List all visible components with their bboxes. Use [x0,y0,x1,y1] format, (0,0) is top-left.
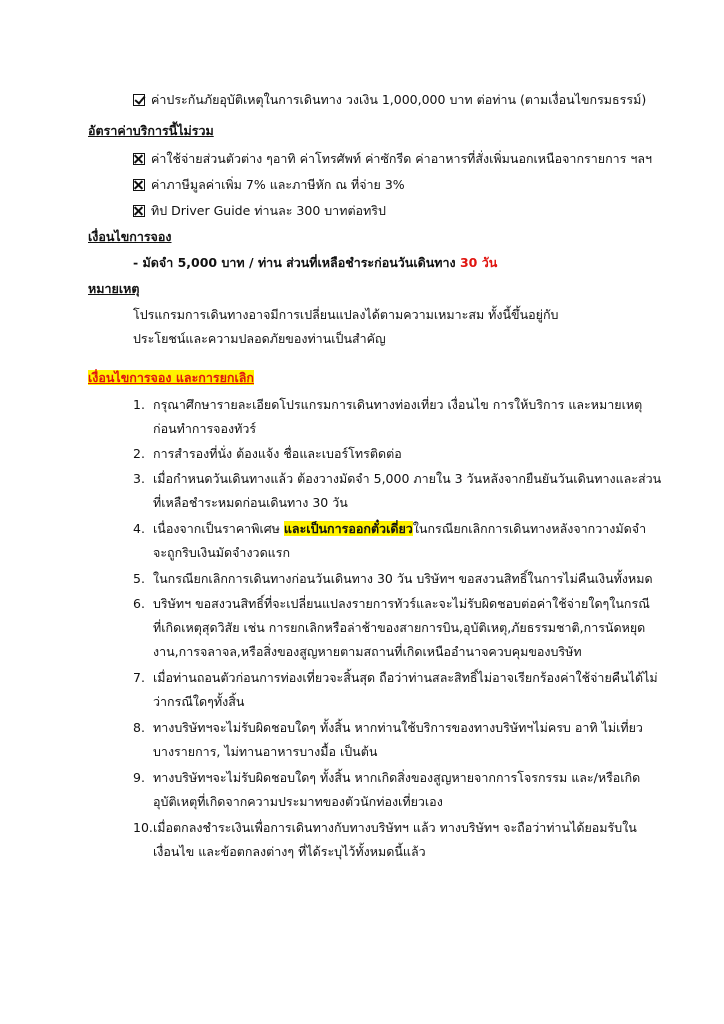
excluded-heading: อัตราค่าบริการนี้ไม่รวม [88,123,214,138]
terms-heading: เงื่อนไขการจอง และการยกเลิก [88,370,254,385]
remarks-line: ประโยชน์และความปลอดภัยของท่านเป็นสำคัญ [133,331,386,346]
checkbox-cross-icon [133,179,145,191]
remarks-heading: หมายเหตุ [88,281,140,296]
checkbox-checked-icon [133,94,145,106]
terms-item-cont: ที่เกิดเหตุสุดวิสัย เช่น การยกเลิกหรือล่าช้าของสายการบิน,อุบัติเหตุ,ภัยธรรมชาติ,การนัดหยุด [153,620,646,635]
terms-item-cont: อุบัติเหตุที่เกิดจากความประมาทของตัวนักท่องเที่ยวเอง [153,794,443,809]
checkbox-cross-icon [133,153,145,165]
document-page: ค่าประกันภัยอุบัติเหตุในการเดินทาง วงเงิน 1,000,000 บาท ต่อท่าน (ตามเงื่อนไขกรมธรรม์) อัตราค่าบริการนี้ไม่รวม ค่าใช้จ่ายส่วนตัวต่าง ๆอาทิ ค่าโทรศัพท์ ค่าซักรีด ค่าอาหารที่สั่งเพิ่มนอกเหนือจากรายการ ฯลฯ ค่าภาษีมูลค่าเพิ่ม 7% และภาษีหัก ณ ที่จ่าย 3% ทิป Driver Guide ท่านละ 300 บาทต่อทริป เงื่อนไขการจอง - มัดจำ 5,000 บาท / ท่าน ส่วนที่เหลือชำระก่อนวันเดินทาง 30 วัน หมายเหตุ โปรแกรมการเดินทางอาจมีการเปลี่ยนแปลงได้ตามความเหมาะสม ทั้งนี้ขึ้นอยู่กับ ประโยชน์และความปลอดภัยของท่านเป็นสำคัญ เงื่อนไขการจอง และการยกเลิก 1. กรุณาศึกษารายละเอียดโปรแกรมการเดินทางท่องเที่ยว เงื่อนไข การให้บริการ และหมายเหตุ ก่อนทำการจองทัวร์ 2. การสำรองที่นั่ง ต้องแจ้ง ชื่อและเบอร์โทรติดต่อ 3. เมื่อกำหนดวันเดินทางแล้ว ต้องวางมัดจำ 5,000 ภายใน 3 วันหลังจากยืนยันวันเดินทางและส่วน ที่เหลือชำระหมดก่อนเดินทาง 30 วัน 4. เนื่องจากเป็นราคาพิเศษ และเป็นการออกตั๋วเดี่ยวในกรณียกเลิกการเดินทางหลังจากวางมัดจำ จะถูกริบเงินมัดจำงวดแรก 5. ในกรณียกเลิกการเดินทางก่อนวันเดินทาง 30 วัน บริษัทฯ ขอสงวนสิทธิ์ในการไม่คืนเงินทั้งหมด 6. บริษัทฯ ขอสงวนสิทธิ์ที่จะเปลี่ยนแปลงรายการทัวร์และจะไม่รับผิดชอบต่อค่าใช้จ่ายใดๆในกรณี ที่เกิดเหตุสุดวิสัย เช่น การยกเลิกหรือล่าช้าของสายการบิน,อุบัติเหตุ,ภัยธรรมชาติ,การนัดหยุด งาน,การจลาจล,หรือสิ่งของสูญหายตามสถานที่เกิดเหนืออำนาจควบคุมของบริษัท 7. เมื่อท่านถอนตัวก่อนการท่องเที่ยวจะสิ้นสุด ถือว่าท่านสละสิทธิ์ไม่อาจเรียกร้องค่าใช้จ่ายคืนได้ไม่ ว่ากรณีใดๆทั้งสิ้น 8. ทางบริษัทฯจะไม่รับผิดชอบใดๆ ทั้งสิ้น หากท่านใช้บริการของทางบริษัทฯไม่ครบ อาทิ ไม่เที่ยว บางรายการ, ไม่ทานอาหารบางมื้อ เป็นต้น 9. ทางบริษัทฯจะไม่รับผิดชอบใดๆ ทั้งสิ้น หากเกิดสิ่งของสูญหายจากการโจรกรรม และ/หรือเกิด อุบัติเหตุที่เกิดจากความประมาทของตัวนักท่องเที่ยวเอง 10. เมื่อตกลงชำระเงินเพื่อการเดินทางกับทางบริษัทฯ แล้ว ทางบริษัทฯ จะถือว่าท่านได้ยอมรับใน เงื่อนไข และข้อตกลงต่างๆ ที่ได้ระบุไว้ทั้งหมดนี้แล้ว [88,92,662,859]
terms-item-cont: ที่เหลือชำระหมดก่อนเดินทาง 30 วัน [153,495,348,510]
booking-heading: เงื่อนไขการจอง [88,229,172,244]
checkbox-cross-icon [133,205,145,217]
terms-item-cont: งาน,การจลาจล,หรือสิ่งของสูญหายตามสถานที่เกิดเหนืออำนาจควบคุมของบริษัท [153,644,582,659]
terms-item-cont: บางรายการ, ไม่ทานอาหารบางมื้อ เป็นต้น [153,744,378,759]
booking-deposit-line: - มัดจำ 5,000 บาท / ท่าน ส่วนที่เหลือชำระก่อนวันเดินทาง 30 วัน [133,255,498,270]
terms-item-cont: เงื่อนไข และข้อตกลงต่างๆ ที่ได้ระบุไว้ทั้งหมดนี้แล้ว [153,844,426,859]
terms-item-cont: ว่ากรณีใดๆทั้งสิ้น [153,694,245,709]
excluded-item: ค่าใช้จ่ายส่วนตัวต่าง ๆอาทิ ค่าโทรศัพท์ ค่าซักรีด ค่าอาหารที่สั่งเพิ่มนอกเหนือจากรายการ ฯลฯ [133,150,652,168]
excluded-item: ค่าภาษีมูลค่าเพิ่ม 7% และภาษีหัก ณ ที่จ่าย 3% [133,176,405,194]
remarks-line: โปรแกรมการเดินทางอาจมีการเปลี่ยนแปลงได้ตามความเหมาะสม ทั้งนี้ขึ้นอยู่กับ [133,307,559,322]
terms-item-cont: จะถูกริบเงินมัดจำงวดแรก [153,545,291,560]
excluded-item: ทิป Driver Guide ท่านละ 300 บาทต่อทริป [133,202,386,220]
terms-item-cont: ก่อนทำการจองทัวร์ [153,421,257,436]
included-item: ค่าประกันภัยอุบัติเหตุในการเดินทาง วงเงิน 1,000,000 บาท ต่อท่าน (ตามเงื่อนไขกรมธรรม์) [133,91,646,109]
